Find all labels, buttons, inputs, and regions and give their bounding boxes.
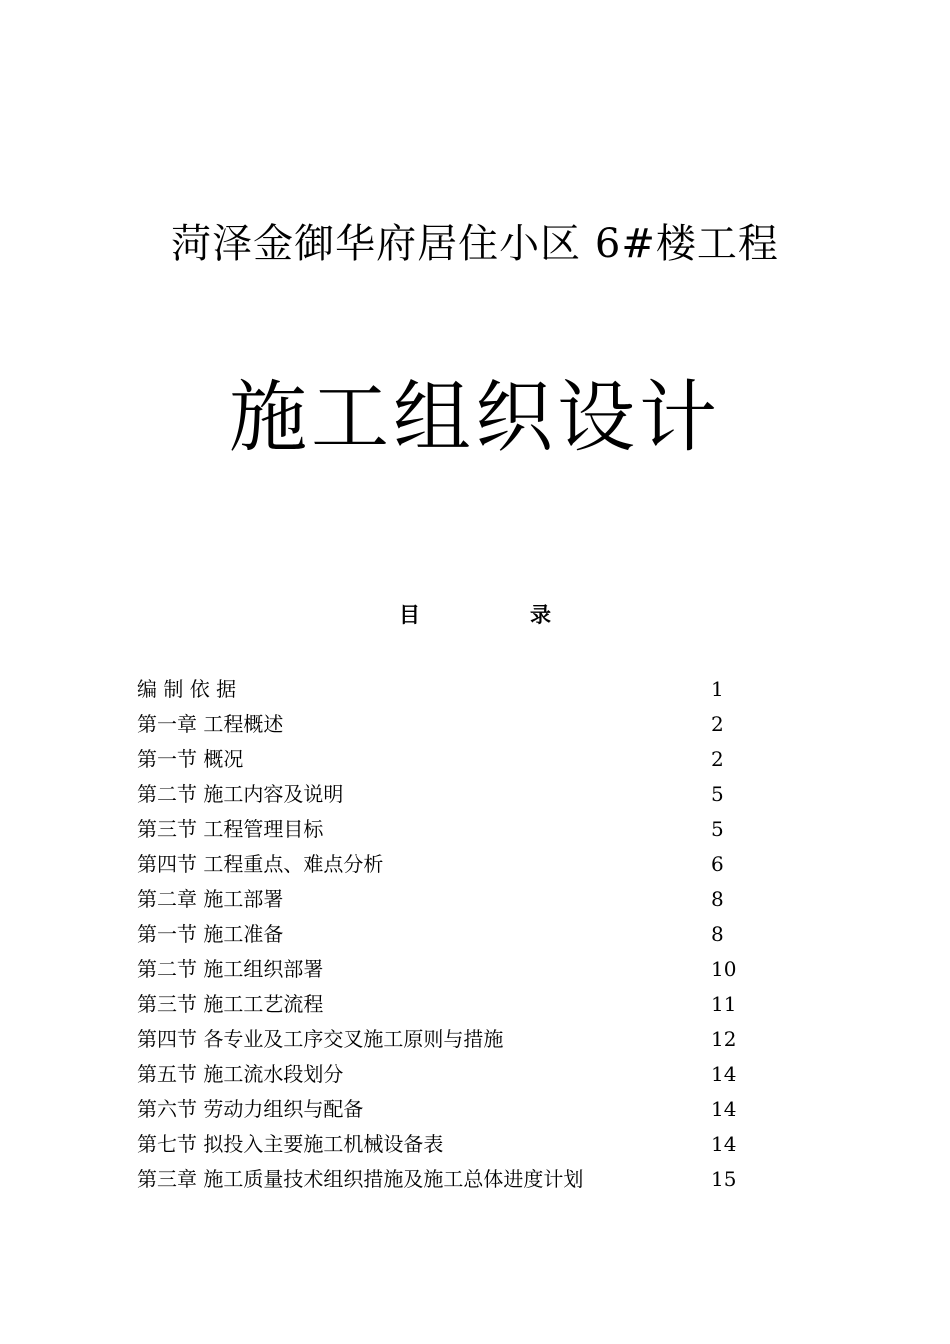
toc-entry-label: 第二节 施工内容及说明 [137, 782, 344, 806]
toc-entry-page: 2 [711, 712, 724, 736]
toc-entry-label: 第一节 施工准备 [137, 922, 284, 946]
toc-entry-label: 第一节 概况 [137, 747, 244, 771]
toc-entry[interactable] [137, 1022, 757, 1057]
toc-entry[interactable] [137, 917, 757, 952]
toc-entry-label: 第四节 工程重点、难点分析 [137, 852, 384, 876]
toc-entry-label: 第六节 劳动力组织与配备 [137, 1097, 364, 1121]
toc-entry[interactable] [137, 1162, 757, 1197]
toc-heading-left: 目 [399, 602, 420, 627]
toc-entry[interactable] [137, 952, 757, 987]
toc-entry[interactable] [137, 882, 757, 917]
toc-entry-label: 第三节 工程管理目标 [137, 817, 324, 841]
toc-entry-page: 12 [711, 1027, 737, 1051]
toc-entry-page: 6 [711, 852, 724, 876]
toc-entry-page: 8 [711, 922, 724, 946]
toc-entry-label: 第一章 工程概述 [137, 712, 284, 736]
toc-entry-label: 第五节 施工流水段划分 [137, 1062, 344, 1086]
toc-entry-label: 第三节 施工工艺流程 [137, 992, 324, 1016]
toc-entry[interactable] [137, 672, 757, 707]
toc-entry-label: 第二节 施工组织部署 [137, 957, 324, 981]
toc-entry-label: 第七节 拟投入主要施工机械设备表 [137, 1132, 444, 1156]
toc-entry-label: 编 制 依 据 [137, 677, 237, 701]
toc-entry[interactable] [137, 987, 757, 1022]
toc-entry-page: 14 [711, 1132, 737, 1156]
toc-entry-page: 1 [711, 677, 724, 701]
toc-entry-page: 5 [711, 782, 724, 806]
project-title: 菏泽金御华府居住小区 6#楼工程 [171, 221, 779, 267]
table-of-contents [137, 672, 757, 1197]
toc-entry-label: 第三章 施工质量技术组织措施及施工总体进度计划 [137, 1167, 584, 1191]
toc-entry-page: 2 [711, 747, 724, 771]
toc-entry[interactable] [137, 1057, 757, 1092]
toc-entry[interactable] [137, 707, 757, 742]
toc-entry[interactable] [137, 742, 757, 777]
toc-entry[interactable] [137, 777, 757, 812]
toc-entry[interactable] [137, 1127, 757, 1162]
toc-entry-label: 第二章 施工部署 [137, 887, 284, 911]
toc-entry-page: 8 [711, 887, 724, 911]
toc-entry-label: 第四节 各专业及工序交叉施工原则与措施 [137, 1027, 504, 1051]
toc-entry-page: 11 [711, 992, 737, 1016]
toc-entry-page: 5 [711, 817, 724, 841]
toc-entry-page: 14 [711, 1097, 737, 1121]
toc-entry-page: 10 [711, 957, 737, 981]
toc-heading [0, 600, 950, 630]
toc-entry[interactable] [137, 812, 757, 847]
toc-entry-page: 15 [711, 1167, 737, 1191]
toc-heading-right: 录 [530, 602, 551, 627]
toc-entry[interactable] [137, 1092, 757, 1127]
toc-entry-page: 14 [711, 1062, 737, 1086]
toc-entry[interactable] [137, 847, 757, 882]
document-title: 施工组织设计 [228, 373, 721, 463]
